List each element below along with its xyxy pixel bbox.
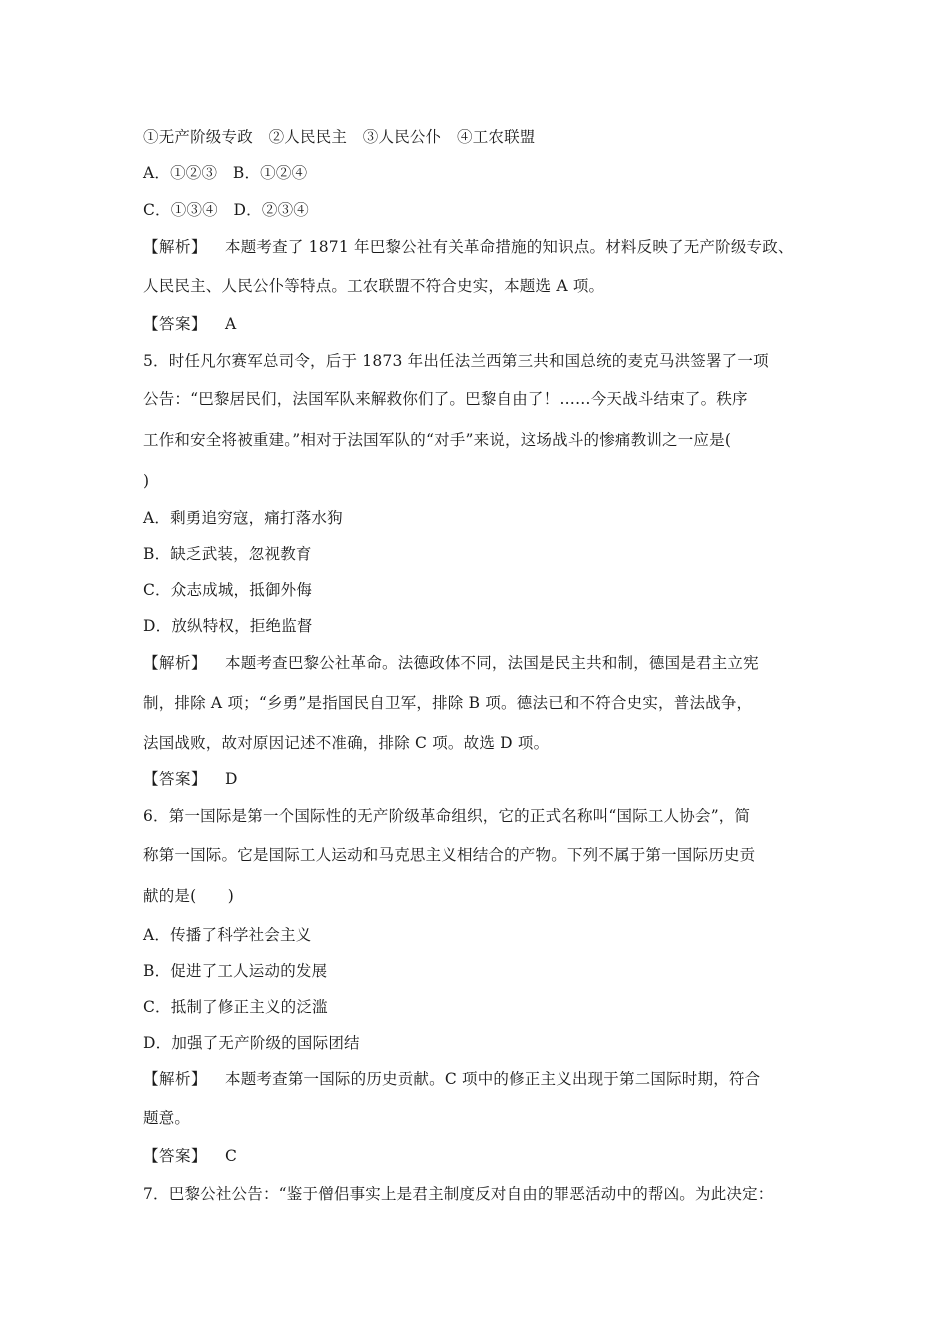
- q7-stem-line1: 7．巴黎公社公告：“鉴于僧侣事实上是君主制度反对自由的罪恶活动中的帮凶。为此决定：: [143, 1185, 774, 1203]
- q5-option-a: A．剩勇追穷寇，痛打落水狗: [143, 509, 343, 527]
- q5-analysis-line2: 制，排除 A 项；“乡勇”是指国民自卫军，排除 B 项。德法已和不符合史实，普法战争，: [143, 694, 753, 712]
- q6-stem-line3: 献的是( ): [143, 887, 234, 905]
- answer-value: A: [225, 315, 237, 333]
- analysis-text: 本题考查巴黎公社革命。法德政体不同，法国是民主共和制，德国是君主立宪: [225, 654, 759, 672]
- q5-option-d: D．放纵特权，拒绝监督: [143, 617, 313, 635]
- q4-statements: ①无产阶级专政 ②人民民主 ③人民公仆 ④工农联盟: [143, 128, 536, 146]
- q5-stem-line4: ): [143, 472, 150, 490]
- analysis-label: 【解析】: [143, 654, 208, 672]
- q5-option-c: C．众志成城，抵御外侮: [143, 581, 313, 599]
- q5-analysis-line1: [143, 653, 759, 673]
- q5-answer: [143, 769, 238, 789]
- q5-option-b: B．缺乏武装，忽视教育: [143, 545, 312, 563]
- answer-label: 【答案】: [143, 770, 208, 788]
- answer-label: 【答案】: [143, 315, 208, 333]
- q4-answer: [143, 314, 236, 334]
- q5-analysis-line3: 法国战败，故对原因记述不准确，排除 C 项。故选 D 项。: [143, 734, 550, 752]
- q6-analysis-line2: 题意。: [143, 1109, 191, 1127]
- q4-options-ab: A．①②③ B．①②④: [143, 164, 308, 182]
- q4-analysis-line1: [143, 237, 794, 257]
- answer-value: C: [225, 1147, 238, 1165]
- analysis-label: 【解析】: [143, 1070, 208, 1088]
- q6-answer: [143, 1146, 237, 1166]
- q6-option-a: A．传播了科学社会主义: [143, 926, 312, 944]
- q6-option-c: C．抵制了修正主义的泛滥: [143, 998, 328, 1016]
- analysis-text: 本题考查第一国际的历史贡献。C 项中的修正主义出现于第二国际时期，符合: [225, 1070, 761, 1088]
- q5-stem-line1: 5．时任凡尔赛军总司令，后于 1873 年出任法兰西第三共和国总统的麦克马洪签署了一项: [143, 352, 769, 370]
- q4-options-cd: C．①③④ D．②③④: [143, 201, 309, 219]
- answer-value: D: [225, 770, 238, 788]
- q5-stem-line3: 工作和安全将被重建。”相对于法国军队的“对手”来说，这场战斗的惨痛教训之一应是(: [143, 431, 732, 449]
- q5-stem-line2: 公告：“巴黎居民们，法国军队来解救你们了。巴黎自由了！……今天战斗结束了。秩序: [143, 390, 748, 408]
- q6-stem-line2: 称第一国际。它是国际工人运动和马克思主义相结合的产物。下列不属于第一国际历史贡: [143, 846, 756, 864]
- analysis-label: 【解析】: [143, 238, 208, 256]
- q4-analysis-line2: 人民民主、人民公仆等特点。工农联盟不符合史实，本题选 A 项。: [143, 277, 605, 295]
- answer-label: 【答案】: [143, 1147, 208, 1165]
- q6-option-d: D．加强了无产阶级的国际团结: [143, 1034, 360, 1052]
- q6-stem-line1: 6．第一国际是第一个国际性的无产阶级革命组织，它的正式名称叫“国际工人协会”，简: [143, 807, 751, 825]
- q6-option-b: B．促进了工人运动的发展: [143, 962, 328, 980]
- q6-analysis-line1: [143, 1069, 760, 1089]
- analysis-text: 本题考查了 1871 年巴黎公社有关革命措施的知识点。材料反映了无产阶级专政、: [225, 238, 794, 256]
